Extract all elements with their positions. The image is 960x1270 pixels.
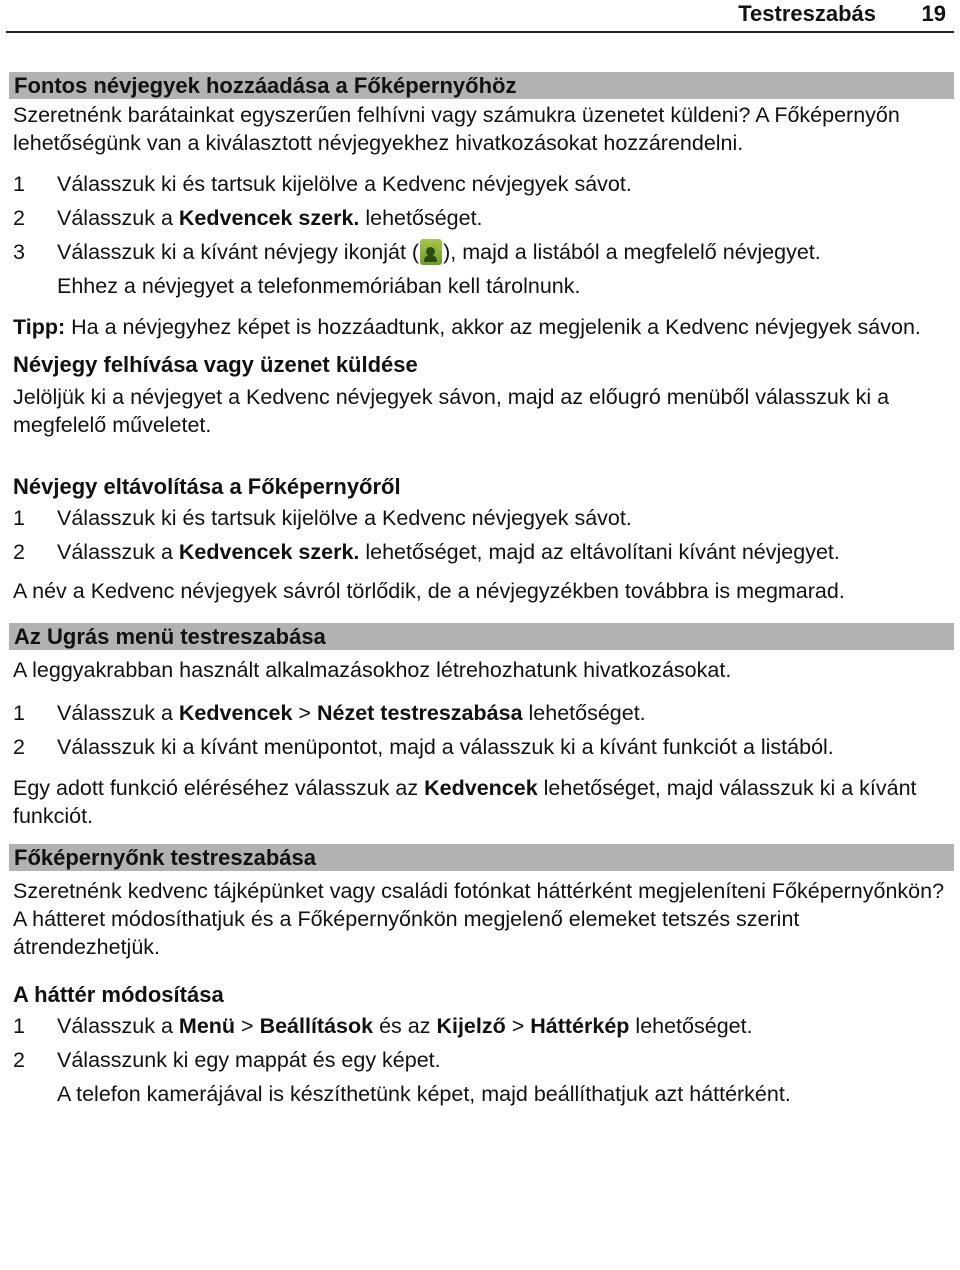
step-note: Ehhez a névjegyet a telefonmemóriában kell tárolnunk. [57,274,581,298]
heading-home-screen: Főképernyőnk testreszabása [9,844,954,871]
intro-favorite-contacts: Szeretnénk barátainkat egyszerűen felhívni vagy számukra üzenetet küldeni? A Főképernyőn lehetőségünk van a kiválasztott névjegyekhez hivatkozásokat hozzárendelni. [13,103,900,155]
list-item: 1 Válasszuk a Menü > Beállítások és az Kijelző > Háttérkép lehetőséget. [13,1014,753,1038]
list-item: 1 Válasszuk ki és tartsuk kijelölve a Kedvenc névjegyek sávot. [13,172,632,196]
list-item: 2 Válasszunk ki egy mappát és egy képet. [13,1048,441,1072]
page-number: 19 [921,1,946,26]
heading-favorite-contacts: Fontos névjegyek hozzáadása a Főképernyőhöz [9,72,954,99]
note-goto-menu: Egy adott funkció eléréséhez válasszuk az Kedvencek lehetőséget, majd válasszuk ki a kívánt funkciót. [13,776,917,828]
list-item: 2 Válasszuk a Kedvencek szerk. lehetőséget. [13,206,483,230]
note-remove-contact: A név a Kedvenc névjegyek sávról törlődik, de a névjegyzékben továbbra is megmarad. [13,579,845,603]
heading-change-wallpaper: A háttér módosítása [13,982,224,1007]
page-header [6,0,954,33]
contact-icon [420,239,442,265]
list-item: 1 Válasszuk ki és tartsuk kijelölve a Kedvenc névjegyek sávot. [13,506,632,530]
step-note: A telefon kamerájával is készíthetünk képet, majd beállíthatjuk azt háttérként. [57,1082,791,1106]
list-item: 2 Válasszuk ki a kívánt menüpontot, majd a válasszuk ki a kívánt funkciót a listából. [13,735,834,759]
list-item: 3 Válasszuk ki a kívánt névjegy ikonját ( ), majd a listából a megfelelő névjegyet. [13,240,821,264]
text-call-or-message: Jelöljük ki a névjegyet a Kedvenc névjegyek sávon, majd az előugró menüből válasszuk ki a megfelelő műveletet. [13,385,890,437]
intro-home-screen: Szeretnénk kedvenc tájképünket vagy családi fotónkat háttérként megjeleníteni Főképernyőnkön? A hátteret módosíthatjuk és a Főképernyőnkön megjelenő elemeket tetszés szerint átrendezhetjük. [13,879,945,959]
list-item: 2 Válasszuk a Kedvencek szerk. lehetőséget, majd az eltávolítani kívánt névjegyet. [13,540,840,564]
heading-remove-contact: Névjegy eltávolítása a Főképernyőről [13,474,401,499]
section-title: Testreszabás [738,1,876,26]
tip: Tipp: Ha a névjegyhez képet is hozzáadtunk, akkor az megjelenik a Kedvenc névjegyek sávon. [13,315,921,339]
list-item: 1 Válasszuk a Kedvencek > Nézet testreszabása lehetőséget. [13,701,646,725]
intro-goto-menu: A leggyakrabban használt alkalmazásokhoz létrehozhatunk hivatkozásokat. [13,658,732,682]
heading-goto-menu: Az Ugrás menü testreszabása [9,623,954,650]
page-content [13,72,948,1111]
heading-call-or-message: Névjegy felhívása vagy üzenet küldése [13,352,418,377]
